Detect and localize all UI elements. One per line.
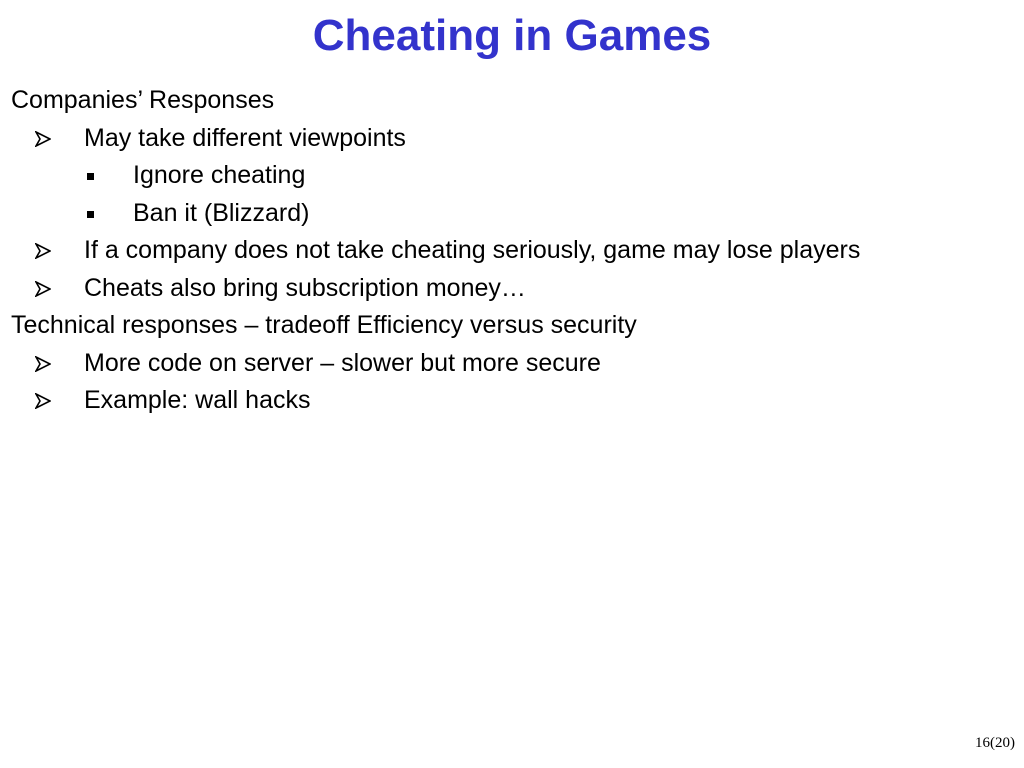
bullet-level2 — [11, 270, 1011, 308]
square-bullet-icon — [87, 157, 94, 180]
bullet-text: More code on server – slower but more secure — [84, 348, 601, 377]
bullet-text: Companies’ Responses — [11, 86, 275, 114]
bullet-level3 — [11, 157, 1011, 195]
page-number: 16(20) — [975, 735, 1015, 751]
bullet-text: May take different viewpoints — [84, 123, 406, 152]
slide-title: Cheating in Games — [312, 11, 712, 60]
arrow-bullet-icon — [35, 270, 51, 297]
bullet-text: Technical responses – tradeoff Efficiency versus security — [11, 311, 637, 339]
bullet-level3 — [11, 195, 1011, 233]
bullet-level2 — [11, 382, 1011, 420]
arrow-bullet-icon — [35, 382, 51, 409]
bullet-text: Ban it (Blizzard) — [133, 198, 310, 227]
square-bullet-icon — [87, 195, 94, 218]
bullet-text: Cheats also bring subscription money… — [84, 273, 526, 302]
slide-body — [11, 82, 1011, 420]
bullet-text: Ignore cheating — [133, 161, 306, 189]
arrow-bullet-icon — [35, 345, 51, 372]
bullet-level2 — [11, 120, 1011, 158]
arrow-bullet-icon — [35, 232, 51, 259]
bullet-text: Example: wall hacks — [84, 386, 311, 414]
bullet-level2 — [11, 345, 1011, 383]
bullet-level1 — [11, 307, 1011, 345]
arrow-bullet-icon — [35, 120, 51, 147]
bullet-level2 — [11, 232, 1011, 270]
bullet-level1 — [11, 82, 1011, 120]
bullet-text: If a company does not take cheating seriously, game may lose players — [84, 236, 861, 264]
